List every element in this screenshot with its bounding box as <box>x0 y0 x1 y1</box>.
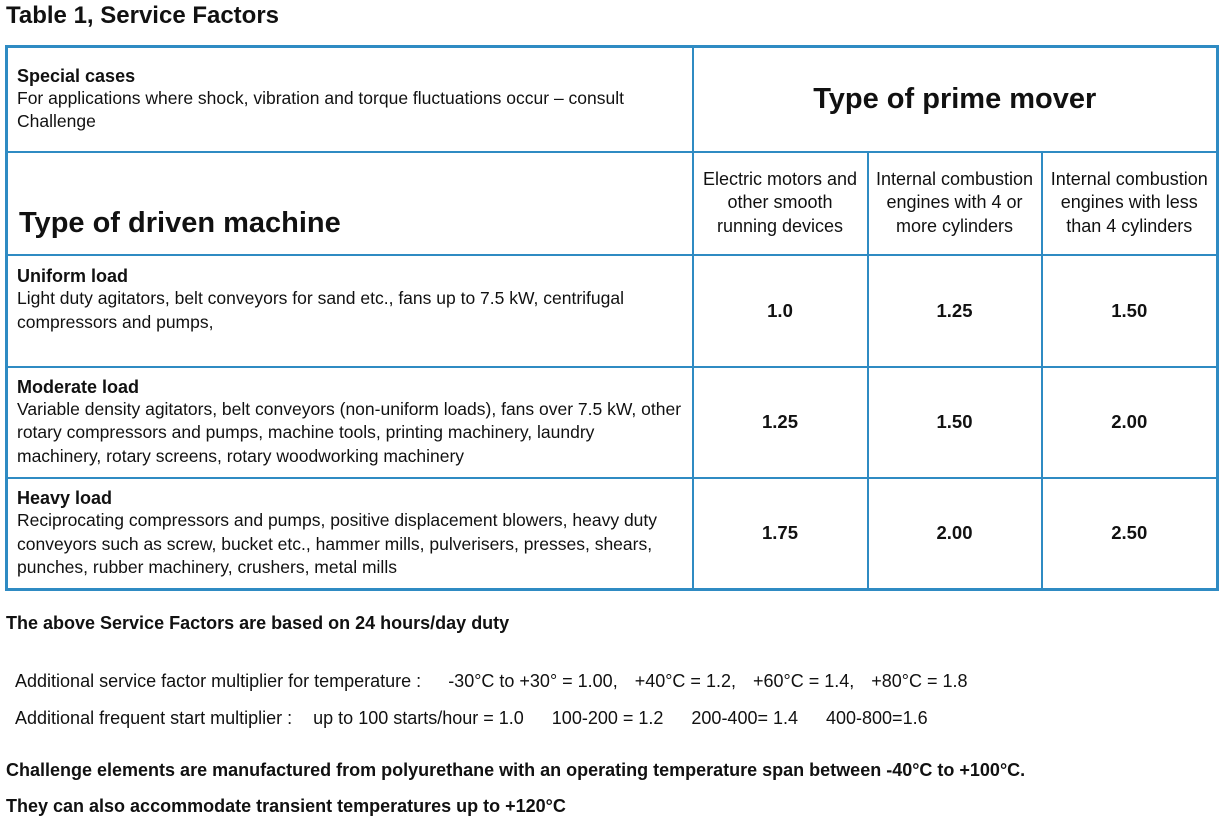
table-row-heavy-load <box>7 478 1218 590</box>
prime-mover-header: Type of prime mover <box>693 47 1218 152</box>
table-row-uniform-load <box>7 255 1218 367</box>
header-row-columns <box>7 152 1218 255</box>
factor-value: 1.25 <box>868 255 1042 367</box>
start-value: 200-400= 1.4 <box>691 708 798 728</box>
header-row-top <box>7 47 1218 152</box>
start-value: 100-200 = 1.2 <box>551 708 664 728</box>
factor-value: 1.25 <box>693 367 868 478</box>
special-cases-cell <box>7 47 693 152</box>
factor-value: 2.50 <box>1042 478 1218 590</box>
factor-value: 1.75 <box>693 478 868 590</box>
temperature-multiplier-label: Additional service factor multiplier for temperature : <box>15 671 422 691</box>
row-text: Light duty agitators, belt conveyors for sand etc., fans up to 7.5 kW, centrifugal compressors and pumps, <box>17 288 624 332</box>
material-note: Challenge elements are manufactured from polyurethane with an operating temperature span between -40°C to +100°C. <box>6 760 1026 780</box>
row-description <box>7 367 693 478</box>
table-title: Table 1, Service Factors <box>6 2 280 29</box>
start-multiplier-label: Additional frequent start multiplier : <box>15 708 293 728</box>
special-cases-text: For applications where shock, vibration and torque fluctuations occur – consult Challenge <box>17 87 624 132</box>
start-value: up to 100 starts/hour = 1.0 <box>313 708 524 728</box>
driven-machine-header: Type of driven machine <box>7 152 693 255</box>
row-description <box>7 255 693 367</box>
table-row-moderate-load <box>7 367 1218 478</box>
row-heading: Uniform load <box>17 266 128 286</box>
temperature-value: +80°C = 1.8 <box>871 671 968 691</box>
column-header-ic-less-than-4-cylinders: Internal combustion engines with less than 4 cylinders <box>1042 152 1218 255</box>
special-cases-heading: Special cases <box>17 65 136 86</box>
factor-value: 1.50 <box>1042 255 1218 367</box>
duty-basis-note: The above Service Factors are based on 24 hours/day duty <box>6 613 510 633</box>
temperature-value: -30°C to +30° = 1.00, <box>448 671 618 691</box>
row-text: Variable density agitators, belt conveyors (non-uniform loads), fans over 7.5 kW, other rotary compressors and pumps, machine tools, printing machinery, laundry machinery, rotary screens, rotary woodworking machinery <box>17 398 682 466</box>
row-text: Reciprocating compressors and pumps, positive displacement blowers, heavy duty conveyors such as screw, bucket etc., hammer mills, pulverisers, presses, shears, punches, rubber machinery, crushers, metal mills <box>17 510 658 577</box>
row-description <box>7 478 693 590</box>
service-factors-table <box>5 45 1219 591</box>
row-heading: Heavy load <box>17 488 113 508</box>
column-header-electric-motors: Electric motors and other smooth running devices <box>693 152 868 255</box>
temperature-value: +40°C = 1.2, <box>634 671 736 691</box>
factor-value: 2.00 <box>1042 367 1218 478</box>
factor-value: 1.50 <box>868 367 1042 478</box>
factor-value: 2.00 <box>868 478 1042 590</box>
factor-value: 1.0 <box>693 255 868 367</box>
row-heading: Moderate load <box>17 376 140 397</box>
column-header-ic-4-plus-cylinders: Internal combustion engines with 4 or more cylinders <box>868 152 1042 255</box>
start-value: 400-800=1.6 <box>826 708 928 728</box>
start-multiplier-line <box>6 685 928 729</box>
transient-temperature-note: They can also accommodate transient temperatures up to +120°C <box>6 796 566 816</box>
temperature-value: +60°C = 1.4, <box>752 671 855 691</box>
